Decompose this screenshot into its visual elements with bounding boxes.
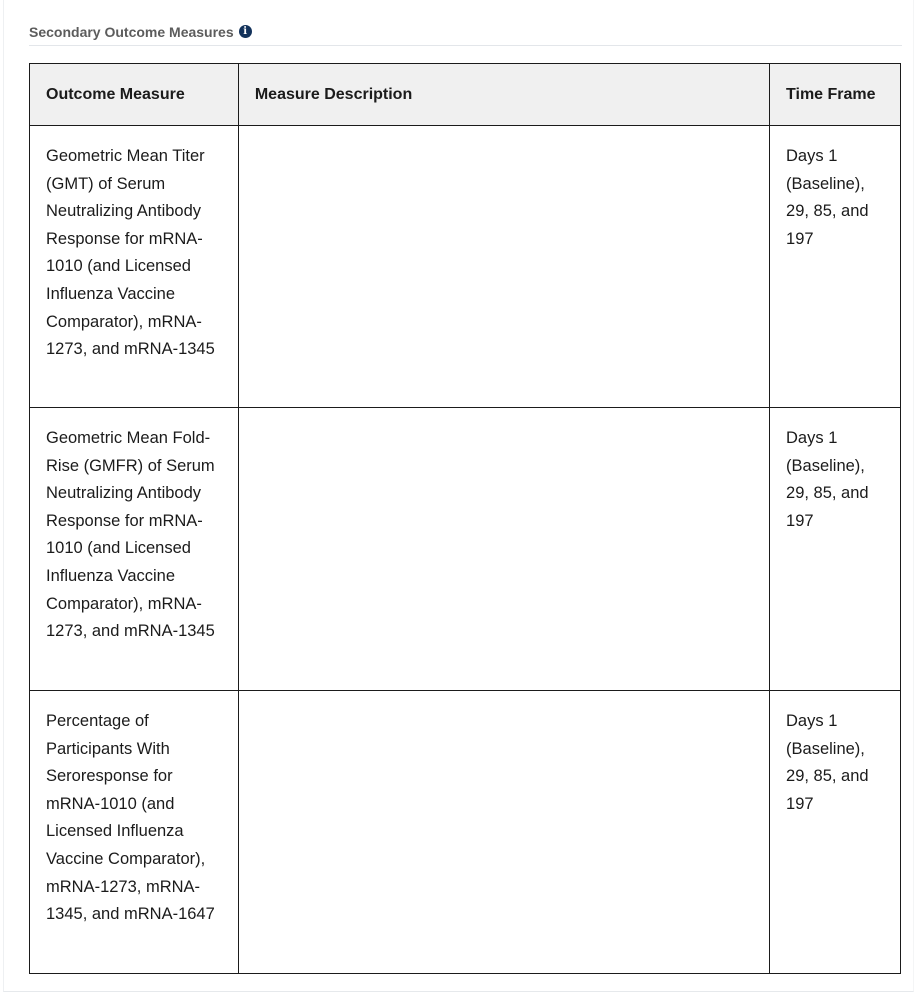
measure-description-cell xyxy=(238,691,769,974)
outcome-measure-cell: Geometric Mean Fold-Rise (GMFR) of Serum Neutralizing Antibody Response for mRNA-1010 (and Licensed Influenza Vaccine Comparator), mRNA-1273, and mRNA-1345 xyxy=(30,408,239,691)
table-row xyxy=(30,126,901,408)
measure-description-cell xyxy=(238,408,769,691)
secondary-outcome-measures-table xyxy=(29,63,901,974)
table-header-row xyxy=(30,64,901,126)
outcome-measure-cell: Percentage of Participants With Seroresponse for mRNA-1010 (and Licensed Influenza Vaccine Comparator), mRNA-1273, mRNA-1345, and mRNA-1647 xyxy=(30,691,239,974)
time-frame-cell: Days 1 (Baseline), 29, 85, and 197 xyxy=(770,691,901,974)
header-outcome-measure: Outcome Measure xyxy=(30,64,239,126)
header-time-frame: Time Frame xyxy=(770,64,901,126)
measure-description-cell xyxy=(238,126,769,408)
table-row xyxy=(30,691,901,974)
section-title: Secondary Outcome Measures xyxy=(29,24,234,40)
section-header xyxy=(29,20,902,46)
info-circle-icon[interactable]: i xyxy=(239,25,252,38)
header-measure-description: Measure Description xyxy=(238,64,769,126)
outcome-measure-cell: Geometric Mean Titer (GMT) of Serum Neutralizing Antibody Response for mRNA-1010 (and Licensed Influenza Vaccine Comparator), mRNA-1273, and mRNA-1345 xyxy=(30,126,239,408)
time-frame-cell: Days 1 (Baseline), 29, 85, and 197 xyxy=(770,408,901,691)
table-row xyxy=(30,408,901,691)
secondary-outcomes-panel xyxy=(3,0,914,992)
time-frame-cell: Days 1 (Baseline), 29, 85, and 197 xyxy=(770,126,901,408)
